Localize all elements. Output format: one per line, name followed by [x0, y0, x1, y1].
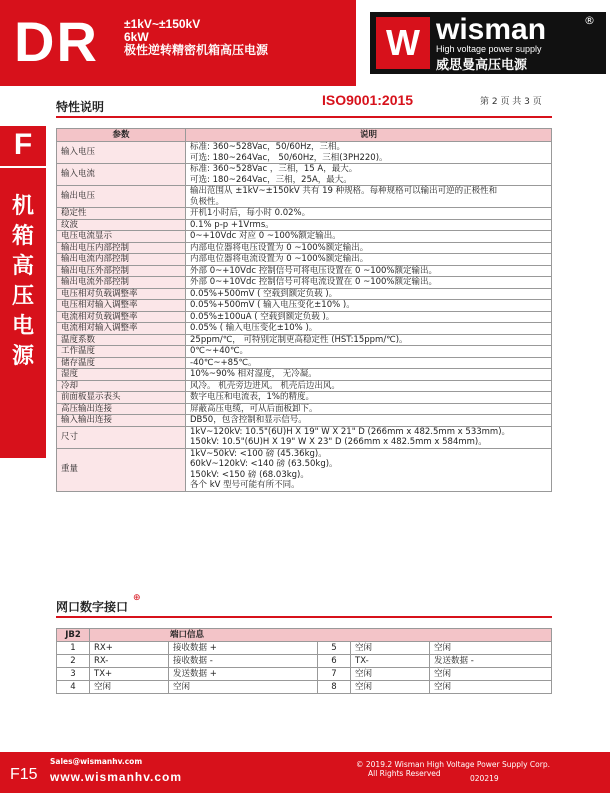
spec-value-line: 1kV~120kV: 10.5"(6U)H X 19" W X 21" D (266mm x 482.5mm x 533mm)。 — [190, 426, 511, 437]
port-pin: 7 — [318, 668, 351, 681]
spec-param: 电流相对输入调整率 — [57, 323, 186, 335]
spec-param: 温度系数 — [57, 334, 186, 346]
spec-row — [57, 380, 552, 392]
spec-row — [57, 403, 552, 415]
port-table — [56, 628, 552, 694]
spec-value-line: 外部 0~+10Vdc 控制信号可将电压设置在 0 ~100%额定输出。 — [190, 265, 437, 276]
spec-value — [186, 357, 552, 369]
port-pin: 5 — [318, 642, 351, 655]
spec-param: 纹波 — [57, 219, 186, 231]
port-desc: 发送数据 - — [430, 655, 552, 668]
spec-value-line: 150kV: <150 磅 (68.03kg)。 — [190, 469, 309, 480]
category-chars — [0, 192, 46, 372]
spec-value-line: 标准: 360~528Vac ，三相，15 A，最大。 — [190, 164, 358, 174]
spec-param: 湿度 — [57, 369, 186, 381]
spec-value-line: -40℃~+85℃。 — [190, 357, 257, 368]
spec-row — [57, 231, 552, 243]
port-desc: 接收数据 - — [169, 655, 318, 668]
spec-param: 输出电流外部控制 — [57, 277, 186, 289]
spec-value — [186, 380, 552, 392]
spec-value — [186, 219, 552, 231]
spec-value-line: 风冷。 机壳旁边进风。 机壳后边出风。 — [190, 380, 340, 391]
port-desc: 接收数据 + — [169, 642, 318, 655]
spec-row — [57, 346, 552, 358]
spec-param: 输入输出连接 — [57, 415, 186, 427]
spec-row — [57, 254, 552, 266]
network-port-icon: ⊕ — [133, 593, 141, 603]
logo-name: wisman — [436, 13, 547, 46]
spec-row — [57, 334, 552, 346]
spec-row — [57, 392, 552, 404]
spec-row — [57, 415, 552, 427]
logo-mark-letter: W — [386, 22, 420, 63]
spec-row — [57, 265, 552, 277]
footer-email[interactable]: Sales@wismanhv.com — [50, 757, 143, 766]
spec-param: 高压输出连接 — [57, 403, 186, 415]
port-pin: 3 — [57, 668, 90, 681]
voltage-range: ±1kV~±150kV — [124, 17, 201, 31]
spec-value-line: 1kV~50kV: <100 磅 (45.36kg)。 — [190, 448, 327, 459]
spec-value — [186, 403, 552, 415]
spec-value — [186, 265, 552, 277]
spec-param: 稳定性 — [57, 208, 186, 220]
spec-value — [186, 164, 552, 186]
logo-chinese-name: 威思曼高压电源 — [436, 58, 528, 73]
spec-value-line: 0.05%±100uA ( 空载到额定负载 )。 — [190, 311, 335, 322]
spec-row — [57, 357, 552, 369]
port-signal: 空闲 — [351, 642, 430, 655]
spec-value — [186, 300, 552, 312]
port-signal: 空闲 — [351, 681, 430, 694]
spec-param: 储存温度 — [57, 357, 186, 369]
spec-row — [57, 288, 552, 300]
spec-param: 输出电压内部控制 — [57, 242, 186, 254]
spec-value — [186, 369, 552, 381]
spec-value — [186, 392, 552, 404]
spec-value-line: 25ppm/℃， 可特别定制更高稳定性 (HST:15ppm/℃)。 — [190, 334, 408, 345]
spec-table — [56, 128, 552, 492]
spec-param: 输出电压外部控制 — [57, 265, 186, 277]
spec-row — [57, 242, 552, 254]
port-header-row — [57, 629, 552, 642]
footer-website[interactable]: www.wismanhv.com — [50, 770, 183, 784]
power-rating: 6kW — [124, 30, 149, 44]
spec-value-line: 负极性。 — [190, 196, 225, 207]
port-pin: 6 — [318, 655, 351, 668]
spec-value-line: 外部 0~+10Vdc 控制信号可将电流设置在 0 ~100%额定输出。 — [190, 277, 437, 287]
category-char: 源 — [11, 344, 34, 369]
spec-value-line: 60kV~120kV: <140 磅 (63.50kg)。 — [190, 459, 338, 469]
category-char: 箱 — [11, 224, 34, 249]
port-row — [57, 681, 552, 694]
param-header: 参数 — [57, 129, 186, 142]
port-desc: 空闲 — [430, 668, 552, 681]
spec-row — [57, 164, 552, 186]
spec-row — [57, 426, 552, 448]
spec-row — [57, 448, 552, 491]
spec-value — [186, 208, 552, 220]
spec-value-line: 内部电位器将电压设置为 0 ~100%额定输出。 — [190, 242, 369, 253]
spec-value-line: 输出范围从 ±1kV~±150kV 共有 19 种规格。每种规格可以输出可逆的正极性和 — [190, 186, 498, 196]
spec-value — [186, 231, 552, 243]
spec-param: 冷却 — [57, 380, 186, 392]
copyright-line: © 2019.2 Wisman High Voltage Power Supply Corp. — [356, 760, 550, 769]
port-signal: TX- — [351, 655, 430, 668]
spec-param: 输出电流内部控制 — [57, 254, 186, 266]
spec-value — [186, 142, 552, 164]
spec-param: 电流相对负载调整率 — [57, 311, 186, 323]
spec-value-line: 各个 kV 型号可能有所不同。 — [190, 480, 300, 490]
spec-value — [186, 242, 552, 254]
spec-param: 电压相对负载调整率 — [57, 288, 186, 300]
port-section-divider — [56, 616, 552, 618]
spec-value-line: 0.05%+500mV ( 输入电压变化±10% )。 — [190, 300, 355, 310]
spec-param: 输出电压 — [57, 186, 186, 208]
category-divider — [0, 166, 46, 168]
spec-row — [57, 311, 552, 323]
spec-value — [186, 323, 552, 335]
port-signal: 空闲 — [90, 681, 169, 694]
spec-row — [57, 277, 552, 289]
page-header — [0, 0, 610, 86]
port-pin: 1 — [57, 642, 90, 655]
spec-row — [57, 323, 552, 335]
spec-header-row — [57, 129, 552, 142]
brand-logo — [370, 12, 606, 74]
logo-subtitle: High voltage power supply — [436, 44, 542, 54]
spec-value — [186, 448, 552, 491]
spec-param: 尺寸 — [57, 426, 186, 448]
spec-value-line: 0.1% p-p +1Vrms。 — [190, 219, 274, 230]
spec-param: 工作温度 — [57, 346, 186, 358]
port-signal: 空闲 — [351, 668, 430, 681]
port-desc: 发送数据 + — [169, 668, 318, 681]
rights-line: All Rights Reserved — [368, 769, 441, 778]
document-code: 020219 — [470, 774, 499, 783]
page-info: 第 2 页 共 3 页 — [480, 97, 542, 107]
port-row — [57, 655, 552, 668]
spec-value — [186, 311, 552, 323]
desc-header: 说明 — [186, 129, 552, 142]
category-text — [0, 192, 46, 372]
category-char: 机 — [11, 194, 34, 219]
spec-row — [57, 208, 552, 220]
spec-param: 输入电流 — [57, 164, 186, 186]
spec-value-line: 10%~90% 相对湿度， 无冷凝。 — [190, 369, 317, 379]
port-header-jb2: JB2 — [57, 629, 90, 642]
port-signal: RX+ — [90, 642, 169, 655]
spec-value — [186, 288, 552, 300]
spec-value-line: 标准: 360~528Vac，50/60Hz，三相。 — [190, 142, 346, 152]
spec-param: 重量 — [57, 448, 186, 491]
port-row — [57, 642, 552, 655]
spec-value-line: DB50，包含控制和显示信号。 — [190, 415, 307, 425]
spec-param: 电压电流显示 — [57, 231, 186, 243]
spec-row — [57, 300, 552, 312]
product-name: 极性逆转精密机箱高压电源 — [124, 43, 269, 57]
spec-value-line: 开机1小时后，每小时 0.02%。 — [190, 208, 311, 218]
port-pin: 2 — [57, 655, 90, 668]
spec-value-line: 0℃~+40℃。 — [190, 346, 249, 356]
iso-badge: ISO9001:2015 — [322, 92, 414, 108]
category-char: 高 — [11, 254, 34, 279]
category-char: 压 — [11, 284, 34, 309]
port-signal: RX- — [90, 655, 169, 668]
section-divider — [56, 116, 552, 118]
port-section-title: 网口数字接口 — [56, 600, 129, 614]
page-number: F15 — [10, 766, 38, 783]
spec-value — [186, 426, 552, 448]
spec-value-line: 0.05%+500mV ( 空载到额定负载 )。 — [190, 288, 338, 299]
spec-row — [57, 142, 552, 164]
spec-value — [186, 415, 552, 427]
spec-value-line: 可选: 180~264Vac，三相，25A，最大。 — [190, 174, 352, 185]
spec-value — [186, 186, 552, 208]
port-desc: 空闲 — [430, 642, 552, 655]
product-title-block — [124, 18, 268, 57]
port-pin: 4 — [57, 681, 90, 694]
spec-row — [57, 369, 552, 381]
port-desc: 空闲 — [430, 681, 552, 694]
logo-mark-icon — [376, 17, 430, 69]
port-row — [57, 668, 552, 681]
spec-value — [186, 334, 552, 346]
spec-row — [57, 219, 552, 231]
spec-value — [186, 346, 552, 358]
section-title: 特性说明 — [56, 100, 105, 114]
spec-value-line: 内部电位器将电流设置为 0 ~100%额定输出。 — [190, 254, 369, 264]
spec-param: 输入电压 — [57, 142, 186, 164]
spec-value-line: 0.05% ( 输入电压变化±10% )。 — [190, 323, 318, 333]
port-header-info: 端口信息 — [90, 629, 552, 642]
product-code: DR — [14, 10, 99, 73]
port-desc: 空闲 — [169, 681, 318, 694]
footer-copyright — [356, 760, 550, 778]
category-char: 电 — [11, 314, 34, 339]
spec-value — [186, 254, 552, 266]
spec-row — [57, 186, 552, 208]
category-letter: F — [13, 128, 33, 161]
port-pin: 8 — [318, 681, 351, 694]
spec-value-line: 屏蔽高压电缆，可从后面板卸下。 — [190, 403, 318, 414]
spec-value-line: 150kV: 10.5"(6U)H X 19" W X 23" D (266mm x 482.5mm x 584mm)。 — [190, 437, 487, 447]
spec-param: 电压相对输入调整率 — [57, 300, 186, 312]
spec-param: 前面板显示表头 — [57, 392, 186, 404]
spec-value-line: 0~+10Vdc 对应 0 ~100%额定输出。 — [190, 231, 341, 241]
spec-value-line: 数字电压和电流表，1%的精度。 — [190, 392, 314, 402]
registered-mark: ® — [584, 14, 595, 27]
spec-value-line: 可选: 180~264Vac， 50/60Hz，三相(3PH220)。 — [190, 152, 388, 163]
port-signal: TX+ — [90, 668, 169, 681]
spec-value — [186, 277, 552, 289]
